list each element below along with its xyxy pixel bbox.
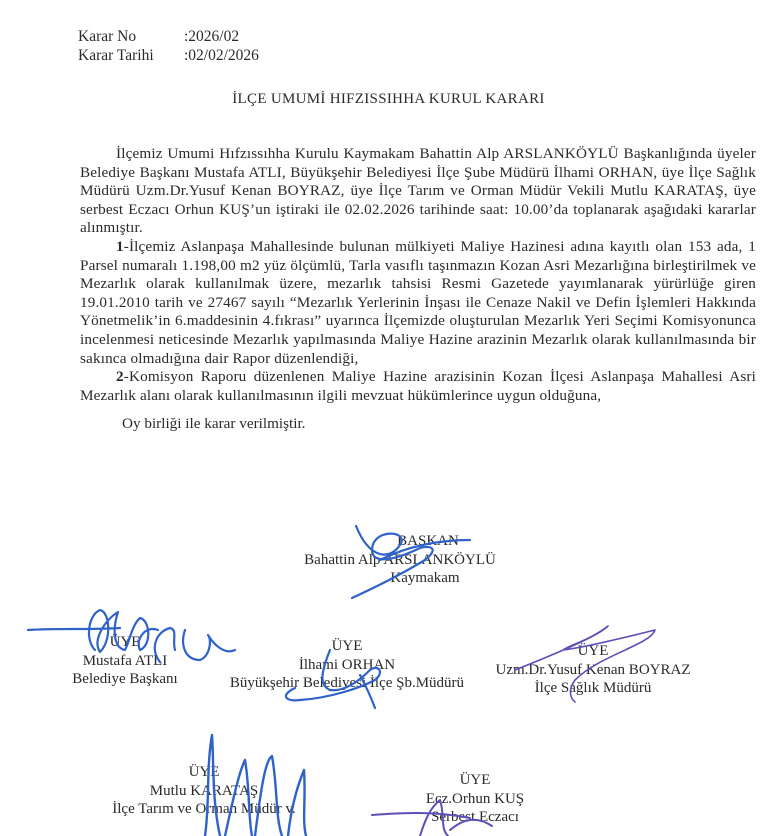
signature-block-chair <box>270 532 530 588</box>
document-body <box>80 145 756 405</box>
member4-title: İlçe Tarım ve Orman Müdür v. <box>112 801 296 817</box>
item-2-text: -Komisyon Raporu düzenlenen Maliye Hazine arazisinin Kozan İlçesi Aslanpaşa Mahallesi Asri Mezarlık alanı olarak kullanılmasının ilgili mevzuat hükümlerince uygun olduğuna, <box>80 368 756 404</box>
decision-no-label: Karar No <box>78 28 137 45</box>
decision-date-label: Karar Tarihi <box>78 47 154 64</box>
decision-meta <box>78 27 259 65</box>
intro-paragraph: İlçemiz Umumi Hıfzıssıhha Kurulu Kaymakam Bahattin Alp ARSLANKÖYLÜ Başkanlığında üyeler Belediye Başkanı Mustafa ATLI, Büyükşehir Belediyesi İlçe Şube Müdürü İlhami ORHAN, üye İlçe Sağlık Müdürü Uzm.Dr.Yusuf Kenan BOYRAZ, üye İlçe Tarım ve Orman Müdür Vekili Mutlu KARATAŞ, üye serbest Eczacı Orhun KUŞ’un iştiraki ile 02.02.2026 tarihinde saat: 10.00’da toplanarak aşağıdaki kararlar alınmıştır. <box>80 145 756 237</box>
member5-title: Serbest Eczacı <box>431 809 519 825</box>
member2-title: Büyükşehir Belediyesi İlçe Şb.Müdürü <box>229 675 465 691</box>
item-2-number: 2 <box>116 368 124 386</box>
decision-date-row <box>78 46 259 65</box>
chair-name: Bahattin Alp ARSLANKÖYLÜ <box>304 551 496 568</box>
chair-role: BAŞKAN <box>397 533 459 549</box>
item-1-number: 1 <box>116 237 124 255</box>
signature-block-member5 <box>400 771 550 827</box>
member3-title: İlçe Sağlık Müdürü <box>534 680 652 696</box>
decision-item-1 <box>80 238 756 368</box>
member3-role: ÜYE <box>577 643 609 659</box>
conclusion: Oy birliği ile karar verilmiştir. <box>122 415 306 432</box>
member4-role: ÜYE <box>188 764 220 780</box>
member3-name: Uzm.Dr.Yusuf Kenan BOYRAZ <box>495 661 691 678</box>
document-title: İLÇE UMUMİ HIFZISSIHHA KURUL KARARI <box>232 91 545 107</box>
item-1-text: -İlçemiz Aslanpaşa Mahallesinde bulunan mülkiyeti Maliye Hazinesi adına kayıtlı olan 153 ada, 1 Parsel numaralı 1.198,00 m2 yüz ölçümlü, Tarla vasıflı taşınmazın Kozan Asri Mezarlığına birleştirilmek ve Mezarlık olarak kullanılmak üzere, mezarlık tahsisi Resmi Gazetede yayımlanarak yürürlüğe giren 19.01.2010 tarih ve 27467 sayılı “Mezarlık Yerlerinin İnşası ile Cenaze Nakil ve Defin İşlemleri Hakkında Yönetmelik’in 6.maddesinin 4.fıkrası” uyarınca İlçemizde oluşturulan Mezarlık Yeri Seçimi Komisyonunca incelenmesi neticesinde Mezarlık yapılmasında Maliye Hazine arazinin Mezarlık olarak kullanılmasında bir sakınca olmadığına dair Rapor düzenlendiği, <box>80 237 756 367</box>
member1-title: Belediye Başkanı <box>72 671 178 687</box>
signature-block-member4 <box>104 763 304 819</box>
signature-block-member2 <box>222 637 472 693</box>
member5-name: Ecz.Orhun KUŞ <box>425 790 525 807</box>
chair-title: Kaymakam <box>390 570 460 586</box>
decision-no-value: :2026/02 <box>184 28 240 45</box>
signature-block-member3 <box>488 642 698 698</box>
member2-name: İlhami ORHAN <box>298 656 396 673</box>
member5-role: ÜYE <box>459 772 491 788</box>
signature-block-member1 <box>55 633 195 689</box>
member1-role: ÜYE <box>109 634 141 650</box>
decision-date-value: :02/02/2026 <box>184 47 259 64</box>
member1-name: Mustafa ATLI <box>82 652 168 669</box>
member2-role: ÜYE <box>331 638 363 654</box>
member4-name: Mutlu KARATAŞ <box>149 782 259 799</box>
decision-no-row <box>78 27 259 46</box>
decision-item-2 <box>80 368 756 405</box>
